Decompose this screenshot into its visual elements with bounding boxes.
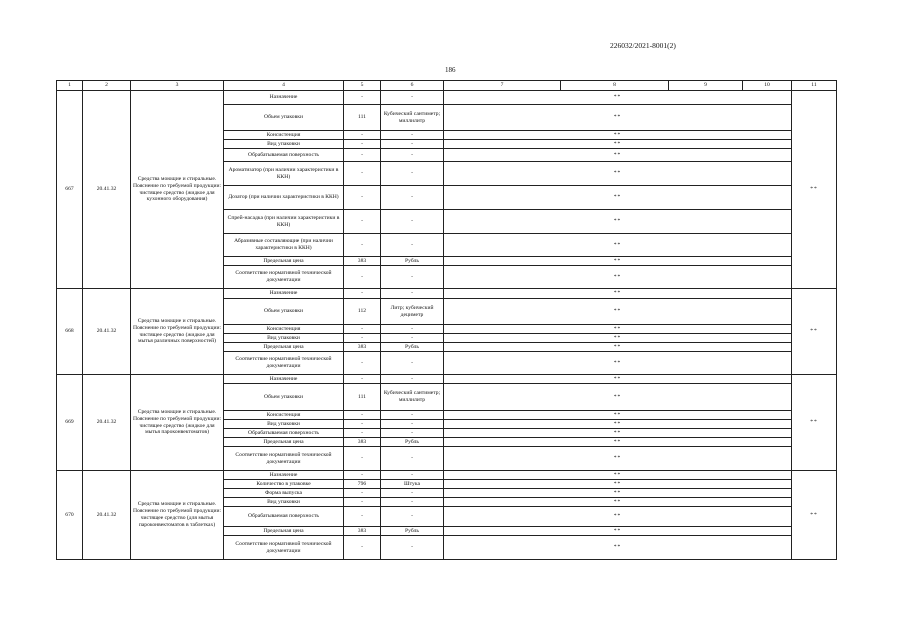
unit-name: -	[381, 234, 444, 257]
unit-name: -	[381, 131, 444, 140]
document-number: 226032/2021-8001(2)	[610, 41, 676, 50]
unit-name: Рубль	[381, 527, 444, 536]
feature-name: Соответствие нормативной технической документации	[224, 447, 344, 471]
feature-name: Предельная цена	[224, 438, 344, 447]
feature-name: Количество в упаковке	[224, 480, 344, 489]
table-row	[57, 289, 837, 299]
column-number-8: 8	[561, 81, 669, 91]
feature-value: **	[444, 325, 792, 334]
unit-code: -	[344, 507, 381, 527]
unit-name: Литр; кубический дециметр	[381, 299, 444, 325]
unit-code: 112	[344, 299, 381, 325]
column-number-9: 9	[669, 81, 743, 91]
column-11-mark: **	[792, 375, 837, 471]
feature-name: Предельная цена	[224, 527, 344, 536]
feature-name: Предельная цена	[224, 257, 344, 266]
feature-name: Соответствие нормативной технической документации	[224, 352, 344, 375]
feature-value: **	[444, 140, 792, 149]
feature-name: Соответствие нормативной технической документации	[224, 266, 344, 289]
feature-name: Консистенция	[224, 325, 344, 334]
feature-value: **	[444, 234, 792, 257]
column-number-header-row	[57, 81, 837, 91]
feature-name: Консистенция	[224, 411, 344, 420]
feature-name: Предельная цена	[224, 343, 344, 352]
feature-name: Обрабатываемая поверхность	[224, 507, 344, 527]
item-number: 667	[57, 91, 83, 289]
feature-name: Назначение	[224, 91, 344, 105]
feature-value: **	[444, 334, 792, 343]
feature-name: Объем упаковки	[224, 384, 344, 411]
unit-name: -	[381, 334, 444, 343]
column-number-7: 7	[444, 81, 561, 91]
feature-name: Обрабатываемая поверхность	[224, 429, 344, 438]
feature-value: **	[444, 527, 792, 536]
feature-value: **	[444, 498, 792, 507]
feature-value: **	[444, 210, 792, 234]
unit-code: -	[344, 131, 381, 140]
unit-code: 383	[344, 343, 381, 352]
unit-code: -	[344, 498, 381, 507]
unit-code: -	[344, 266, 381, 289]
feature-name: Спрей-насадка (при наличии характеристики в ККН)	[224, 210, 344, 234]
unit-name: -	[381, 266, 444, 289]
unit-name: Штука	[381, 480, 444, 489]
feature-name: Объем упаковки	[224, 105, 344, 131]
unit-name: -	[381, 149, 444, 162]
unit-code: 383	[344, 257, 381, 266]
okpd-code: 20.41.32	[83, 289, 131, 375]
product-description: Средства моющие и стиральные. Пояснение по требуемой продукции: чистящее средство (жидкое для кухонного оборудования)	[131, 91, 224, 289]
table-row	[57, 471, 837, 480]
feature-value: **	[444, 489, 792, 498]
feature-value: **	[444, 384, 792, 411]
feature-value: **	[444, 266, 792, 289]
product-description: Средства моющие и стиральные. Пояснение по требуемой продукции: чистящее средство (для мытья пароконвектоматов в таблетках)	[131, 471, 224, 560]
feature-name: Обрабатываемая поверхность	[224, 149, 344, 162]
unit-code: -	[344, 289, 381, 299]
feature-name: Консистенция	[224, 131, 344, 140]
feature-value: **	[444, 343, 792, 352]
feature-value: **	[444, 186, 792, 210]
feature-value: **	[444, 91, 792, 105]
feature-value: **	[444, 411, 792, 420]
feature-value: **	[444, 447, 792, 471]
unit-name: -	[381, 420, 444, 429]
feature-value: **	[444, 420, 792, 429]
unit-code: 383	[344, 527, 381, 536]
unit-code: -	[344, 234, 381, 257]
unit-code: -	[344, 334, 381, 343]
feature-value: **	[444, 375, 792, 384]
column-number-10: 10	[743, 81, 792, 91]
table-row	[57, 91, 837, 105]
feature-value: **	[444, 105, 792, 131]
feature-name: Назначение	[224, 375, 344, 384]
item-number: 668	[57, 289, 83, 375]
feature-name: Дозатор (при наличии характеристики в ККН)	[224, 186, 344, 210]
column-number-3: 3	[131, 81, 224, 91]
column-11-mark: **	[792, 91, 837, 289]
unit-name: Рубль	[381, 343, 444, 352]
page-number: 186	[445, 66, 456, 74]
products-table	[56, 80, 837, 560]
feature-value: **	[444, 352, 792, 375]
column-number-6: 6	[381, 81, 444, 91]
unit-code: -	[344, 375, 381, 384]
unit-name: -	[381, 447, 444, 471]
column-11-mark: **	[792, 471, 837, 560]
column-11-mark: **	[792, 289, 837, 375]
feature-name: Абразивные составляющие (при наличии характеристики в ККН)	[224, 234, 344, 257]
unit-name: -	[381, 91, 444, 105]
unit-code: 796	[344, 480, 381, 489]
feature-name: Вид упаковки	[224, 498, 344, 507]
column-number-5: 5	[344, 81, 381, 91]
feature-name: Ароматизатор (при наличии характеристики в ККН)	[224, 162, 344, 186]
unit-name: -	[381, 536, 444, 560]
feature-value: **	[444, 289, 792, 299]
unit-code: -	[344, 162, 381, 186]
feature-name: Соответствие нормативной технической документации	[224, 536, 344, 560]
unit-code: -	[344, 447, 381, 471]
item-number: 670	[57, 471, 83, 560]
unit-code: -	[344, 429, 381, 438]
feature-value: **	[444, 429, 792, 438]
product-description: Средства моющие и стиральные. Пояснение по требуемой продукции: чистящее средство (жидкое для мытья пароконвектоматов)	[131, 375, 224, 471]
unit-name: -	[381, 325, 444, 334]
unit-name: -	[381, 375, 444, 384]
feature-value: **	[444, 299, 792, 325]
unit-name: Рубль	[381, 257, 444, 266]
unit-code: -	[344, 210, 381, 234]
column-number-1: 1	[57, 81, 83, 91]
feature-name: Вид упаковки	[224, 420, 344, 429]
unit-name: Кубический сантиметр; миллилитр	[381, 384, 444, 411]
feature-value: **	[444, 536, 792, 560]
feature-value: **	[444, 131, 792, 140]
feature-value: **	[444, 149, 792, 162]
unit-name: Рубль	[381, 438, 444, 447]
okpd-code: 20.41.32	[83, 375, 131, 471]
feature-name: Форма выпуска	[224, 489, 344, 498]
unit-code: -	[344, 420, 381, 429]
unit-name: Кубический сантиметр; миллилитр	[381, 105, 444, 131]
column-number-2: 2	[83, 81, 131, 91]
unit-code: -	[344, 536, 381, 560]
feature-name: Вид упаковки	[224, 140, 344, 149]
unit-code: -	[344, 352, 381, 375]
table-row	[57, 375, 837, 384]
unit-code: -	[344, 325, 381, 334]
feature-value: **	[444, 480, 792, 489]
unit-code: -	[344, 411, 381, 420]
unit-name: -	[381, 140, 444, 149]
product-description: Средства моющие и стиральные. Пояснение по требуемой продукции: чистящее средство (жидкое для мытья различных поверхностей)	[131, 289, 224, 375]
feature-name: Назначение	[224, 471, 344, 480]
unit-name: -	[381, 489, 444, 498]
unit-name: -	[381, 289, 444, 299]
unit-name: -	[381, 498, 444, 507]
unit-name: -	[381, 162, 444, 186]
unit-code: -	[344, 91, 381, 105]
unit-code: -	[344, 186, 381, 210]
unit-name: -	[381, 411, 444, 420]
feature-value: **	[444, 257, 792, 266]
okpd-code: 20.41.32	[83, 471, 131, 560]
unit-name: -	[381, 429, 444, 438]
unit-code: -	[344, 489, 381, 498]
column-number-4: 4	[224, 81, 344, 91]
feature-name: Вид упаковки	[224, 334, 344, 343]
feature-value: **	[444, 471, 792, 480]
unit-code: 111	[344, 384, 381, 411]
feature-value: **	[444, 162, 792, 186]
unit-code: -	[344, 149, 381, 162]
unit-code: -	[344, 140, 381, 149]
column-number-11: 11	[792, 81, 837, 91]
unit-code: 111	[344, 105, 381, 131]
unit-code: -	[344, 471, 381, 480]
feature-value: **	[444, 438, 792, 447]
unit-name: -	[381, 507, 444, 527]
unit-name: -	[381, 471, 444, 480]
okpd-code: 20.41.32	[83, 91, 131, 289]
feature-value: **	[444, 507, 792, 527]
unit-name: -	[381, 186, 444, 210]
item-number: 669	[57, 375, 83, 471]
unit-name: -	[381, 210, 444, 234]
feature-name: Объем упаковки	[224, 299, 344, 325]
table-body	[57, 81, 837, 560]
unit-code: 383	[344, 438, 381, 447]
unit-name: -	[381, 352, 444, 375]
feature-name: Назначение	[224, 289, 344, 299]
